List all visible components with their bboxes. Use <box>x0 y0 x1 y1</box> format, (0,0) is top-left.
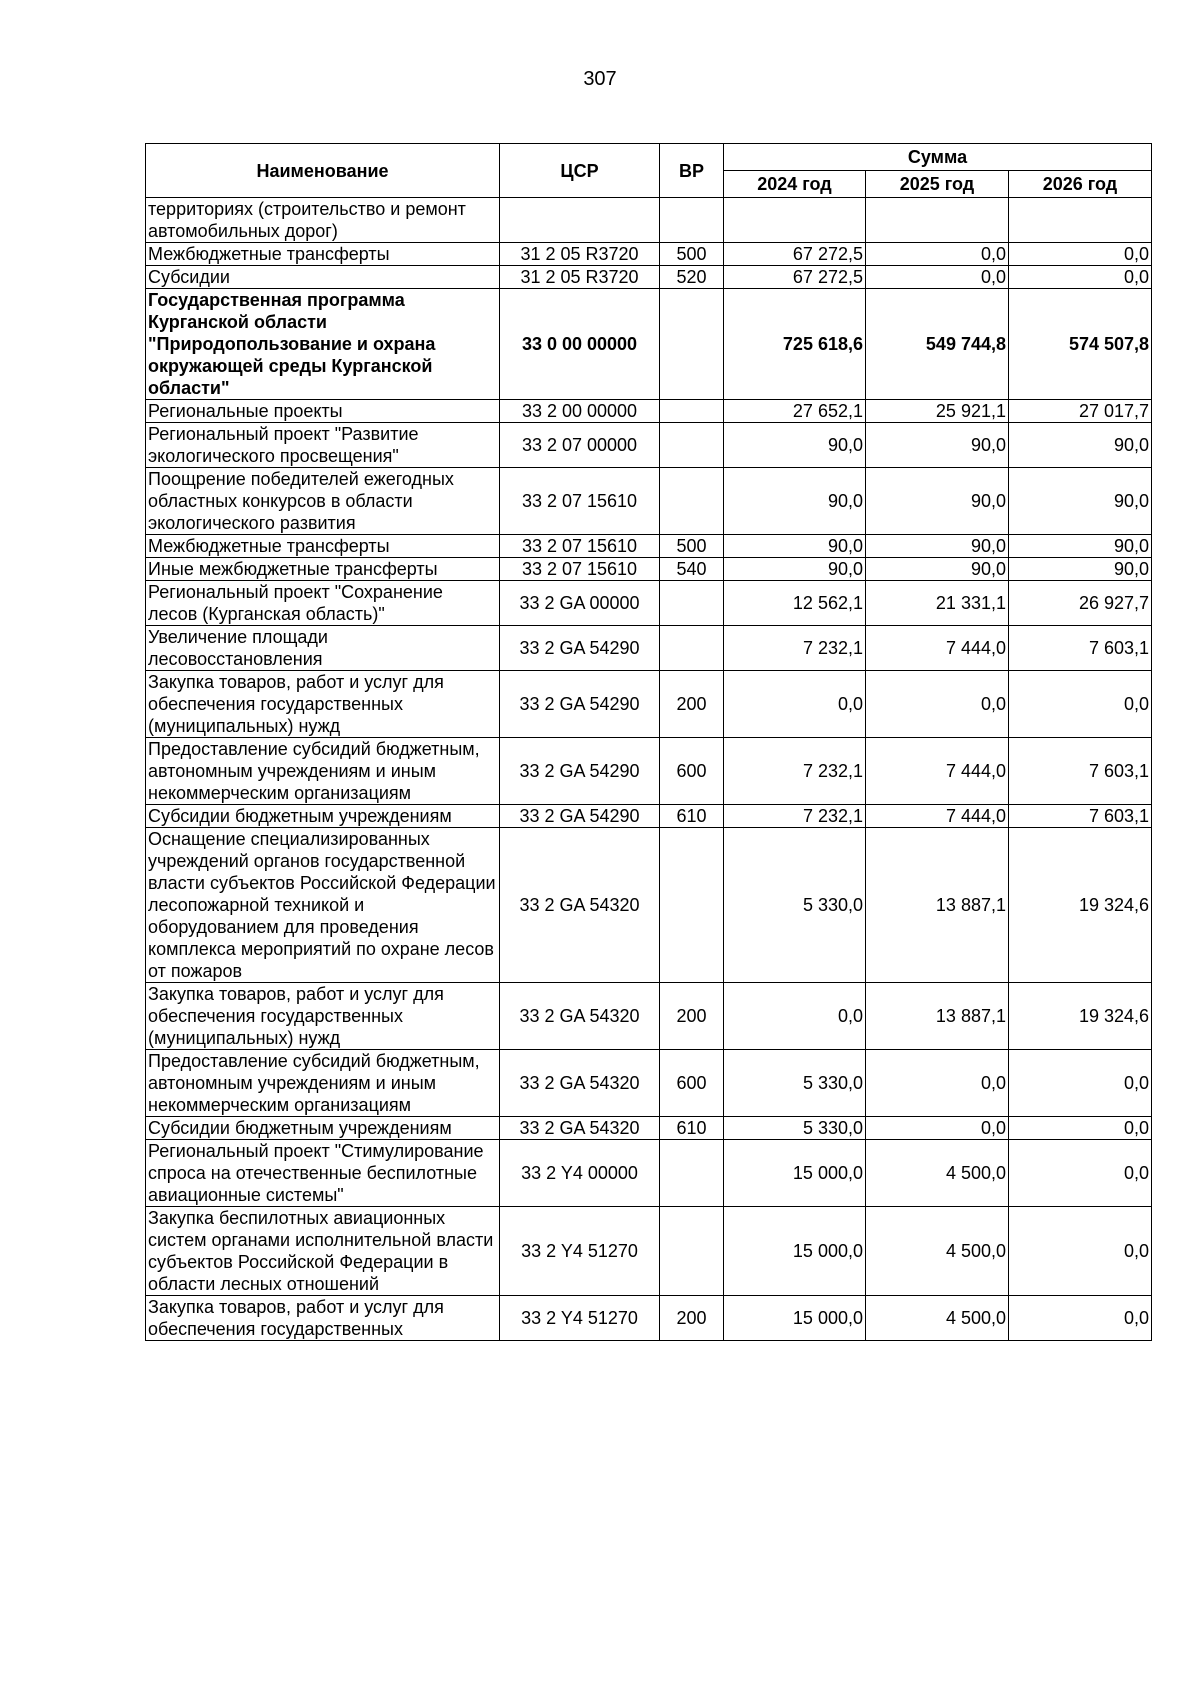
table-row <box>146 983 1152 1050</box>
cell-2025: 13 887,1 <box>866 983 1009 1050</box>
header-sum: Сумма <box>724 144 1152 171</box>
cell-name: Закупка беспилотных авиационных систем органами исполнительной власти субъектов Российской Федерации в области лесных отношений <box>146 1207 500 1296</box>
cell-name: территориях (строительство и ремонт автомобильных дорог) <box>146 198 500 243</box>
cell-csr: 31 2 05 R3720 <box>500 266 660 289</box>
header-year-2026: 2026 год <box>1009 171 1152 198</box>
cell-csr: 33 2 Y4 51270 <box>500 1296 660 1341</box>
page-number: 307 <box>583 68 617 90</box>
cell-vr: 610 <box>660 1117 724 1140</box>
cell-2024: 90,0 <box>724 558 866 581</box>
table-row <box>146 1207 1152 1296</box>
cell-2026: 0,0 <box>1009 1296 1152 1341</box>
cell-csr: 33 2 07 15610 <box>500 535 660 558</box>
cell-vr: 600 <box>660 1050 724 1117</box>
cell-vr: 200 <box>660 983 724 1050</box>
cell-2024: 90,0 <box>724 535 866 558</box>
table-row <box>146 1117 1152 1140</box>
cell-2025: 7 444,0 <box>866 738 1009 805</box>
table-row <box>146 198 1152 243</box>
cell-vr <box>660 626 724 671</box>
cell-vr <box>660 423 724 468</box>
cell-2025: 13 887,1 <box>866 828 1009 983</box>
cell-csr: 33 2 GA 54290 <box>500 626 660 671</box>
cell-2025: 90,0 <box>866 423 1009 468</box>
cell-csr: 33 2 GA 00000 <box>500 581 660 626</box>
cell-2024: 5 330,0 <box>724 1050 866 1117</box>
cell-vr: 500 <box>660 535 724 558</box>
cell-name: Субсидии бюджетным учреждениям <box>146 1117 500 1140</box>
cell-name: Государственная программа Курганской области "Природопользование и охрана окружающей среды Курганской области" <box>146 289 500 400</box>
cell-name: Предоставление субсидий бюджетным, автономным учреждениям и иным некоммерческим организациям <box>146 738 500 805</box>
table-row <box>146 626 1152 671</box>
cell-name: Оснащение специализированных учреждений органов государственной власти субъектов Российской Федерации лесопожарной техникой и оборудованием для проведения комплекса мероприятий по охране лесов от пожаров <box>146 828 500 983</box>
cell-2026: 7 603,1 <box>1009 738 1152 805</box>
cell-2024: 7 232,1 <box>724 805 866 828</box>
cell-2025: 0,0 <box>866 671 1009 738</box>
table-row <box>146 581 1152 626</box>
table-row <box>146 828 1152 983</box>
cell-2025: 0,0 <box>866 1117 1009 1140</box>
cell-name: Региональные проекты <box>146 400 500 423</box>
cell-2026: 90,0 <box>1009 558 1152 581</box>
cell-2024: 7 232,1 <box>724 738 866 805</box>
cell-2025: 549 744,8 <box>866 289 1009 400</box>
cell-2026: 19 324,6 <box>1009 983 1152 1050</box>
cell-2025: 7 444,0 <box>866 805 1009 828</box>
cell-vr <box>660 1207 724 1296</box>
cell-name: Субсидии бюджетным учреждениям <box>146 805 500 828</box>
cell-2025: 25 921,1 <box>866 400 1009 423</box>
cell-2026: 0,0 <box>1009 1050 1152 1117</box>
header-vr: ВР <box>660 144 724 198</box>
cell-2026: 90,0 <box>1009 423 1152 468</box>
table-row <box>146 558 1152 581</box>
cell-name: Закупка товаров, работ и услуг для обеспечения государственных (муниципальных) нужд <box>146 983 500 1050</box>
cell-2025: 4 500,0 <box>866 1140 1009 1207</box>
cell-2025: 0,0 <box>866 243 1009 266</box>
header-csr: ЦСР <box>500 144 660 198</box>
table-row <box>146 400 1152 423</box>
table-row <box>146 1296 1152 1341</box>
cell-2024: 0,0 <box>724 671 866 738</box>
cell-name: Региональный проект "Развитие экологического просвещения" <box>146 423 500 468</box>
cell-2024: 5 330,0 <box>724 828 866 983</box>
cell-vr <box>660 581 724 626</box>
cell-2024: 7 232,1 <box>724 626 866 671</box>
cell-name: Закупка товаров, работ и услуг для обеспечения государственных <box>146 1296 500 1341</box>
cell-csr: 33 0 00 00000 <box>500 289 660 400</box>
table-row <box>146 671 1152 738</box>
cell-2025: 0,0 <box>866 1050 1009 1117</box>
cell-2025: 4 500,0 <box>866 1207 1009 1296</box>
cell-2024: 90,0 <box>724 423 866 468</box>
cell-2024: 5 330,0 <box>724 1117 866 1140</box>
cell-2026: 0,0 <box>1009 1207 1152 1296</box>
table-body <box>146 198 1152 1341</box>
cell-2024: 12 562,1 <box>724 581 866 626</box>
cell-vr: 540 <box>660 558 724 581</box>
cell-vr: 600 <box>660 738 724 805</box>
cell-2024 <box>724 198 866 243</box>
cell-2026: 19 324,6 <box>1009 828 1152 983</box>
cell-2026: 574 507,8 <box>1009 289 1152 400</box>
table-row <box>146 423 1152 468</box>
cell-name: Межбюджетные трансферты <box>146 243 500 266</box>
cell-2024: 15 000,0 <box>724 1140 866 1207</box>
cell-csr: 33 2 GA 54320 <box>500 828 660 983</box>
cell-csr: 33 2 GA 54290 <box>500 738 660 805</box>
cell-vr: 500 <box>660 243 724 266</box>
table-row <box>146 243 1152 266</box>
table-row <box>146 1050 1152 1117</box>
table-header <box>146 144 1152 198</box>
cell-2026: 90,0 <box>1009 468 1152 535</box>
table-row <box>146 738 1152 805</box>
cell-csr: 33 2 Y4 51270 <box>500 1207 660 1296</box>
table-row <box>146 1140 1152 1207</box>
cell-2024: 725 618,6 <box>724 289 866 400</box>
cell-2025: 7 444,0 <box>866 626 1009 671</box>
cell-csr: 33 2 Y4 00000 <box>500 1140 660 1207</box>
cell-2024: 67 272,5 <box>724 266 866 289</box>
cell-vr: 610 <box>660 805 724 828</box>
cell-2024: 15 000,0 <box>724 1207 866 1296</box>
table-row <box>146 535 1152 558</box>
cell-2024: 0,0 <box>724 983 866 1050</box>
cell-2026: 0,0 <box>1009 1140 1152 1207</box>
cell-2026: 0,0 <box>1009 1117 1152 1140</box>
cell-2026: 90,0 <box>1009 535 1152 558</box>
table-row <box>146 805 1152 828</box>
cell-name: Межбюджетные трансферты <box>146 535 500 558</box>
header-year-2024: 2024 год <box>724 171 866 198</box>
cell-2026: 0,0 <box>1009 266 1152 289</box>
cell-vr <box>660 400 724 423</box>
cell-2024: 27 652,1 <box>724 400 866 423</box>
cell-name: Предоставление субсидий бюджетным, автономным учреждениям и иным некоммерческим организациям <box>146 1050 500 1117</box>
cell-vr <box>660 1140 724 1207</box>
header-name: Наименование <box>146 144 500 198</box>
cell-csr: 33 2 07 00000 <box>500 423 660 468</box>
cell-2026: 27 017,7 <box>1009 400 1152 423</box>
cell-csr: 31 2 05 R3720 <box>500 243 660 266</box>
cell-name: Региональный проект "Стимулирование спроса на отечественные беспилотные авиационные системы" <box>146 1140 500 1207</box>
budget-table <box>145 143 1152 1341</box>
cell-2025: 4 500,0 <box>866 1296 1009 1341</box>
cell-name: Поощрение победителей ежегодных областных конкурсов в области экологического развития <box>146 468 500 535</box>
cell-csr: 33 2 GA 54320 <box>500 1050 660 1117</box>
cell-2025 <box>866 198 1009 243</box>
cell-2025: 0,0 <box>866 266 1009 289</box>
cell-2025: 21 331,1 <box>866 581 1009 626</box>
cell-name: Увеличение площади лесовосстановления <box>146 626 500 671</box>
cell-csr: 33 2 GA 54320 <box>500 983 660 1050</box>
cell-2025: 90,0 <box>866 558 1009 581</box>
cell-2025: 90,0 <box>866 535 1009 558</box>
header-year-2025: 2025 год <box>866 171 1009 198</box>
cell-2026: 0,0 <box>1009 671 1152 738</box>
cell-2026 <box>1009 198 1152 243</box>
cell-2026: 7 603,1 <box>1009 626 1152 671</box>
cell-csr: 33 2 GA 54320 <box>500 1117 660 1140</box>
cell-2024: 67 272,5 <box>724 243 866 266</box>
cell-csr: 33 2 00 00000 <box>500 400 660 423</box>
table-row <box>146 266 1152 289</box>
cell-name: Иные межбюджетные трансферты <box>146 558 500 581</box>
cell-csr <box>500 198 660 243</box>
cell-csr: 33 2 07 15610 <box>500 558 660 581</box>
table-row <box>146 289 1152 400</box>
cell-csr: 33 2 GA 54290 <box>500 671 660 738</box>
cell-2025: 90,0 <box>866 468 1009 535</box>
cell-vr <box>660 289 724 400</box>
table-row <box>146 468 1152 535</box>
cell-name: Региональный проект "Сохранение лесов (Курганская область)" <box>146 581 500 626</box>
cell-csr: 33 2 07 15610 <box>500 468 660 535</box>
cell-vr: 200 <box>660 671 724 738</box>
cell-csr: 33 2 GA 54290 <box>500 805 660 828</box>
cell-name: Закупка товаров, работ и услуг для обеспечения государственных (муниципальных) нужд <box>146 671 500 738</box>
cell-2024: 90,0 <box>724 468 866 535</box>
cell-vr <box>660 828 724 983</box>
cell-vr: 520 <box>660 266 724 289</box>
cell-vr <box>660 468 724 535</box>
cell-2026: 7 603,1 <box>1009 805 1152 828</box>
cell-2024: 15 000,0 <box>724 1296 866 1341</box>
cell-vr: 200 <box>660 1296 724 1341</box>
cell-2026: 26 927,7 <box>1009 581 1152 626</box>
cell-name: Субсидии <box>146 266 500 289</box>
cell-2026: 0,0 <box>1009 243 1152 266</box>
cell-vr <box>660 198 724 243</box>
